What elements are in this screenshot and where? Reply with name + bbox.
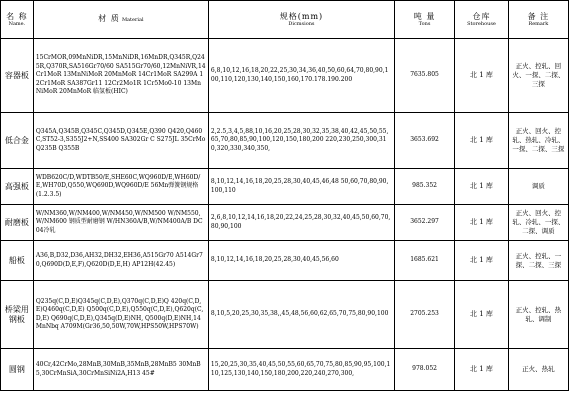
- row-material: WDB620C/D,WDTB50/E,SHE60C,WQ960D/E,WH60D/E,WH70D,Q550,WQ690D,WQ960D/E 56Mn弹簧钢规格(1.2.3.5): [33, 169, 208, 205]
- row-name: 高强板: [1, 169, 34, 205]
- row-material: W/NM360,W/NM400,W/NM450,W/NM500 W/NM550,W/NM600 钢质型耐磨钢 W/HN360A/B,W/NM400A/B DC04冷轧: [33, 205, 208, 241]
- row-name: 桥梁用钢板: [1, 281, 34, 349]
- row-storehouse: 北 1 库: [455, 169, 509, 205]
- row-tons: 978.052: [394, 349, 454, 391]
- row-tons: 2705.253: [394, 281, 454, 349]
- row-material: 40Cr,42CrMo,28MnB,30MnB,35MnB,28MnB5 30MnB5,30CrMnSiA,30CrMnSiNi2A,H13 45#: [33, 349, 208, 391]
- row-tons: 3653.692: [394, 113, 454, 169]
- row-material: Q235q(C,D,E)Q345q(C,D,E),Q370q(C,D,E)Q 420q(C,D,E)Q460q(C,D,E) Q500q(C,D,E),Q550q(C,D,E),Q620q(C,D,E) Q690q(C,D,E),Q345q(D,E)NH, Q500q(D,E)NH,14MnNbq A709M(Gr36,50,50W,70W,HPS50W,HPS70W): [33, 281, 208, 349]
- row-tons: 1685.621: [394, 241, 454, 281]
- table-row: [1, 349, 569, 391]
- row-material: 15CrMOR,09MnNiDR,15MnNiDR,16MnDR,Q345R,Q245R,Q370R,SA516Gr70/60 SA515Gr70/60,12MnNiVR,14Cr1MoR 13MnNiMoR 20MnMoR 14Cr1MoR SA299A 12Cr1MoR SA387Gr11 12Cr2Mo1R 1Cr5Mo0-10 13MnNiMoR 20MnMoR 临氢板(HIC): [33, 39, 208, 113]
- row-storehouse: 北 1 库: [455, 281, 509, 349]
- row-spec: 8,10,5,20,25,30,35,38,,45,48,56,60,62,65,70,75,80,90,100: [208, 281, 394, 349]
- row-name: 低合金: [1, 113, 34, 169]
- row-remark: 正火、控轧、回火、一探、二探、三探: [508, 39, 568, 113]
- row-material: Q345A,Q345B,Q345C,Q345D,Q345E,Q390 Q420,Q460C,ST52-3,S355J2+N,SS400 SA302Gr C S275JL 35CrMo Q235B Q355B: [33, 113, 208, 169]
- row-storehouse: 北 1 库: [455, 349, 509, 391]
- header-remark: 备 注 Remark: [508, 1, 568, 39]
- header-name: 名 称 Name.: [1, 1, 34, 39]
- row-tons: 7635.805: [394, 39, 454, 113]
- row-name: 容器板: [1, 39, 34, 113]
- header-tons: 吨 量 Tons: [394, 1, 454, 39]
- row-spec: 6,8,10,12,16,18,20,22,25,30,34,36,40,50,60,64,70,80,90,100,110,120,130,140,150,160,170.178.190.200: [208, 39, 394, 113]
- row-name: 耐磨板: [1, 205, 34, 241]
- table-row: [1, 205, 569, 241]
- row-remark: 调质: [508, 169, 568, 205]
- table-row: [1, 39, 569, 113]
- row-spec: 8,10,12,14,16,18,20,25,28,30,40,45,46,48 50,60,70,80,90,100,110: [208, 169, 394, 205]
- header-spec: 规格(mm) Dicmsions: [208, 1, 394, 39]
- row-spec: 2,6,8,10,12,14,16,18,20,22,24,25,28,30,32,40,45,50,60,70,80,90,100: [208, 205, 394, 241]
- row-tons: 985.352: [394, 169, 454, 205]
- row-name: 船板: [1, 241, 34, 281]
- row-material: A36,B,D32,D36,AH32,DH32,EH36,A515Gr70 A514Gr70,Q690D(D,E,F),Q620D(D,E,H) AP12H(42.45): [33, 241, 208, 281]
- row-remark: 正火、回火、控轧、热轧、冷轧、一探、二探、三探: [508, 113, 568, 169]
- row-name: 圆钢: [1, 349, 34, 391]
- row-storehouse: 北 1 库: [455, 39, 509, 113]
- row-remark: 正火、控轧、一探、二探、三探: [508, 241, 568, 281]
- row-remark: 正火、回火、控轧、冷轧、一探、二探、调质: [508, 205, 568, 241]
- row-spec: 8,10,12,14,16,18,20,25,28,30,40,45,56,60: [208, 241, 394, 281]
- table-row: [1, 241, 569, 281]
- row-storehouse: 北 1 库: [455, 113, 509, 169]
- row-storehouse: 北 1 库: [455, 205, 509, 241]
- header-storehouse: 仓库 Storehouse: [455, 1, 509, 39]
- row-spec: 15,20,25,30,35,40,45,50,55,60,65,70,75,80,85,90,95,100,110,125,130,140,150,180,200,220,240,270,300,: [208, 349, 394, 391]
- row-storehouse: 北 1 库: [455, 241, 509, 281]
- row-tons: 3652.297: [394, 205, 454, 241]
- row-remark: 正火、控轧、热轧、调制: [508, 281, 568, 349]
- table-row: [1, 281, 569, 349]
- row-spec: 2,2.5,3,4,5,88,10,16,20,25,28,30,32,35,38,40,42,45,50,55,65,70,80,85,90,100,120,150,180,200 220,230,250,300,310,320,330,340,350,: [208, 113, 394, 169]
- row-remark: 正火、热轧: [508, 349, 568, 391]
- header-material: 材 质 Material: [33, 1, 208, 39]
- table-row: [1, 113, 569, 169]
- header-row: [1, 1, 569, 39]
- table-row: [1, 169, 569, 205]
